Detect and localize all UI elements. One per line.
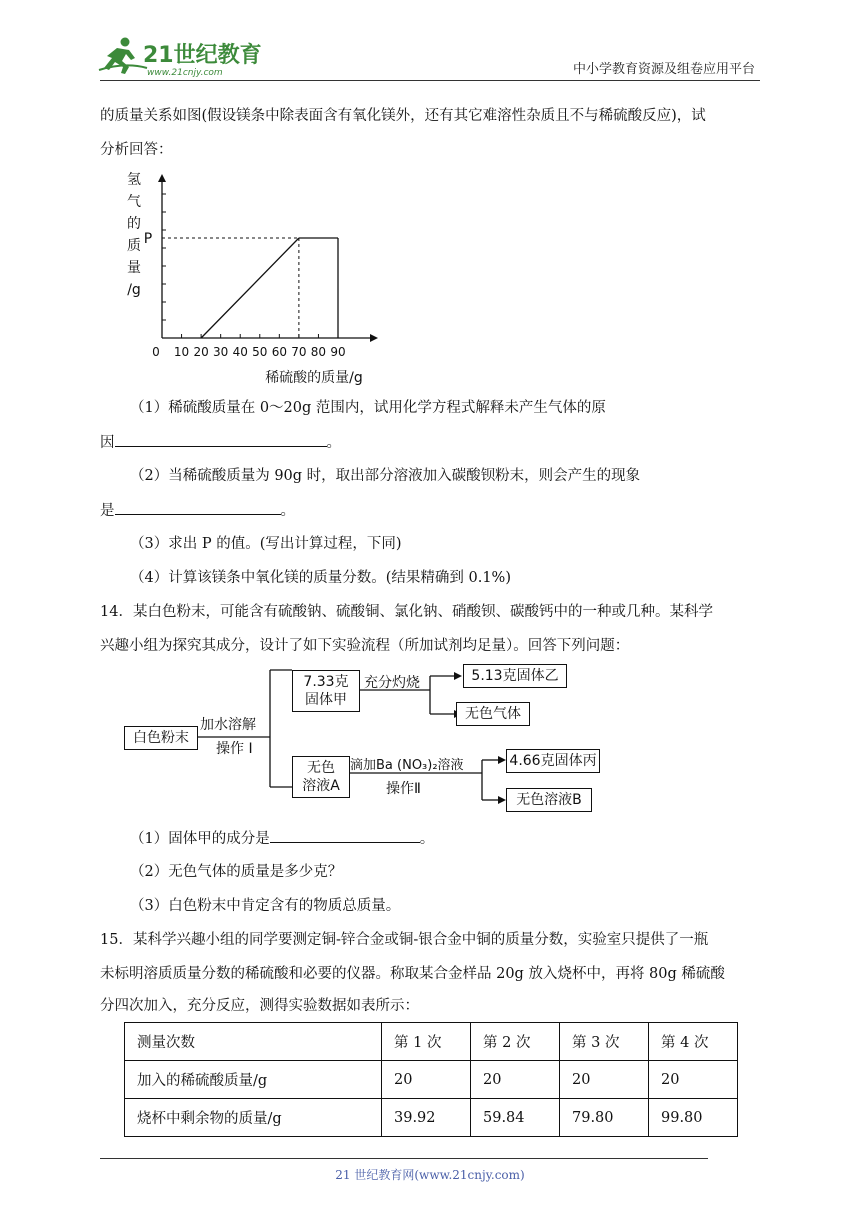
intro-line-1: 的质量关系如图(假设镁条中除表面含有氧化镁外，还有其它难溶性杂质且不与稀硫酸反应)，试 — [100, 108, 706, 124]
q13-sub4: （4）计算该镁条中氧化镁的质量分数。(结果精确到 0.1%) — [130, 570, 511, 586]
flow-solid-b: 5.13克固体乙 — [463, 664, 567, 688]
x-tick-label: 80 — [310, 345, 327, 359]
flow-solution-b: 无色溶液B — [506, 788, 592, 812]
x-tick-label: 10 — [173, 345, 190, 359]
q13-sub1-suffix: 。 — [326, 435, 341, 451]
table-cell: 烧杯中剩余物的质量/g — [125, 1099, 382, 1137]
x-tick-label: 50 — [252, 345, 268, 359]
flow-op1-name: 操作 I — [216, 741, 253, 757]
flow-solid-a-mass: 7.33克 — [303, 674, 349, 690]
flow-solution-a — [292, 756, 350, 798]
y-axis-label-char: 气 — [127, 194, 141, 210]
flow-solution-a-line1: 无色 — [307, 760, 335, 776]
table-cell: 20 — [471, 1061, 560, 1099]
measurement-table — [124, 1022, 738, 1137]
flow-op1-label: 加水溶解 — [200, 717, 256, 733]
q15-line-1: 15．某科学兴趣小组的同学要测定铜-锌合金或铜-银合金中铜的质量分数，实验室只提供了一瓶 — [100, 932, 709, 948]
q14-line-1: 14．某白色粉末，可能含有硫酸钠、硫酸铜、氯化钠、硝酸钡、碳酸钙中的一种或几种。某科学 — [100, 604, 713, 620]
flow-solid-c: 4.66克固体丙 — [506, 749, 600, 773]
table-row — [125, 1061, 738, 1099]
header-divider — [100, 80, 760, 81]
q13-sub2-suffix: 。 — [280, 503, 295, 519]
x-tick-label: 0 — [152, 345, 160, 359]
q13-sub1-line1: （1）稀硫酸质量在 0～20g 范围内，试用化学方程式解释未产生气体的原 — [130, 400, 606, 416]
q13-answer-blank-2[interactable] — [115, 500, 281, 515]
table-header-cell: 第 2 次 — [471, 1023, 560, 1061]
table-row — [125, 1099, 738, 1137]
table-header-cell: 第 3 次 — [560, 1023, 649, 1061]
q14-sub1 — [130, 828, 434, 849]
series-line-rising — [201, 238, 299, 338]
logo-url: www.21cnjy.com — [147, 68, 223, 78]
flow-op2-label: 滴加Ba (NO₃)₂溶液 — [350, 758, 464, 773]
table-cell: 59.84 — [471, 1099, 560, 1137]
y-axis-label-char: 质 — [127, 238, 141, 254]
q13-sub2-line1: （2）当稀硫酸质量为 90g 时，取出部分溶液加入碳酸钡粉末，则会产生的现象 — [130, 468, 641, 484]
header-platform-text: 中小学教育资源及组卷应用平台 — [572, 62, 755, 77]
table-header-cell: 第 4 次 — [649, 1023, 738, 1061]
x-tick-label: 90 — [330, 345, 346, 359]
q13-answer-blank-1[interactable] — [115, 432, 327, 447]
y-axis-label-char: 量 — [127, 260, 141, 276]
hydrogen-mass-chart — [118, 168, 388, 390]
y-axis-arrow — [158, 174, 166, 182]
x-axis-arrow — [370, 334, 378, 342]
q15-line-3: 分四次加入，充分反应，测得实验数据如表所示： — [100, 998, 419, 1014]
table-cell: 79.80 — [560, 1099, 649, 1137]
x-tick-label: 40 — [232, 345, 248, 359]
q13-sub3: （3）求出 P 的值。(写出计算过程，下同) — [130, 536, 402, 552]
flow-heat-label: 充分灼烧 — [364, 675, 420, 691]
q15-line-2: 未标明溶质质量分数的稀硫酸和必要的仪器。称取某合金样品 20g 放入烧杯中，再将 80g 稀硫酸 — [100, 966, 725, 982]
x-tick-label: 20 — [193, 345, 209, 359]
table-cell: 99.80 — [649, 1099, 738, 1137]
intro-line-2: 分析回答： — [100, 142, 173, 158]
flow-solid-a — [292, 670, 360, 712]
flow-solution-a-line2: 溶液A — [302, 778, 340, 794]
x-tick-label: 30 — [213, 345, 229, 359]
table-header-cell: 测量次数 — [125, 1023, 382, 1061]
y-marker-p: P — [143, 231, 153, 247]
table-cell: 20 — [649, 1061, 738, 1099]
flow-colorless-gas: 无色气体 — [456, 702, 530, 726]
table-cell: 20 — [560, 1061, 649, 1099]
q13-sub2-line2 — [100, 500, 295, 521]
y-axis-label-char: /g — [127, 282, 141, 298]
flow-op2-name: 操作Ⅱ — [386, 781, 421, 797]
q13-sub1-line2 — [100, 432, 341, 453]
q14-sub1-prefix: （1）固体甲的成分是 — [130, 831, 270, 847]
table-cell: 39.92 — [382, 1099, 471, 1137]
logo-text: 21世纪教育 — [143, 43, 262, 68]
flow-white-powder: 白色粉末 — [124, 726, 198, 750]
q14-sub3: （3）白色粉末中肯定含有的物质总质量。 — [130, 898, 401, 914]
q14-sub2: （2）无色气体的质量是多少克？ — [130, 864, 343, 880]
y-axis-label-char: 的 — [127, 216, 141, 232]
footer-divider — [100, 1158, 708, 1159]
x-tick-label: 70 — [291, 345, 307, 359]
site-logo — [95, 34, 270, 78]
q14-answer-blank-1[interactable] — [270, 828, 420, 843]
flow-solid-a-name: 固体甲 — [305, 692, 347, 708]
table-cell: 加入的稀硫酸质量/g — [125, 1061, 382, 1099]
q14-sub1-suffix: 。 — [419, 831, 435, 847]
q13-sub1-prefix: 因 — [100, 435, 115, 451]
footer-text: 21 世纪教育网(www.21cnjy.com) — [335, 1168, 525, 1182]
x-tick-label: 60 — [271, 345, 287, 359]
y-axis-label-char: 氢 — [127, 172, 141, 188]
table-header-cell: 第 1 次 — [382, 1023, 471, 1061]
q13-sub2-prefix: 是 — [100, 503, 115, 519]
x-axis-label: 稀硫酸的质量/g — [265, 370, 363, 386]
experiment-flow-diagram — [120, 660, 610, 820]
q14-line-2: 兴趣小组为探究其成分，设计了如下实验流程（所加试剂均足量）。回答下列问题： — [100, 638, 630, 654]
table-header-row — [125, 1023, 738, 1061]
table-cell: 20 — [382, 1061, 471, 1099]
